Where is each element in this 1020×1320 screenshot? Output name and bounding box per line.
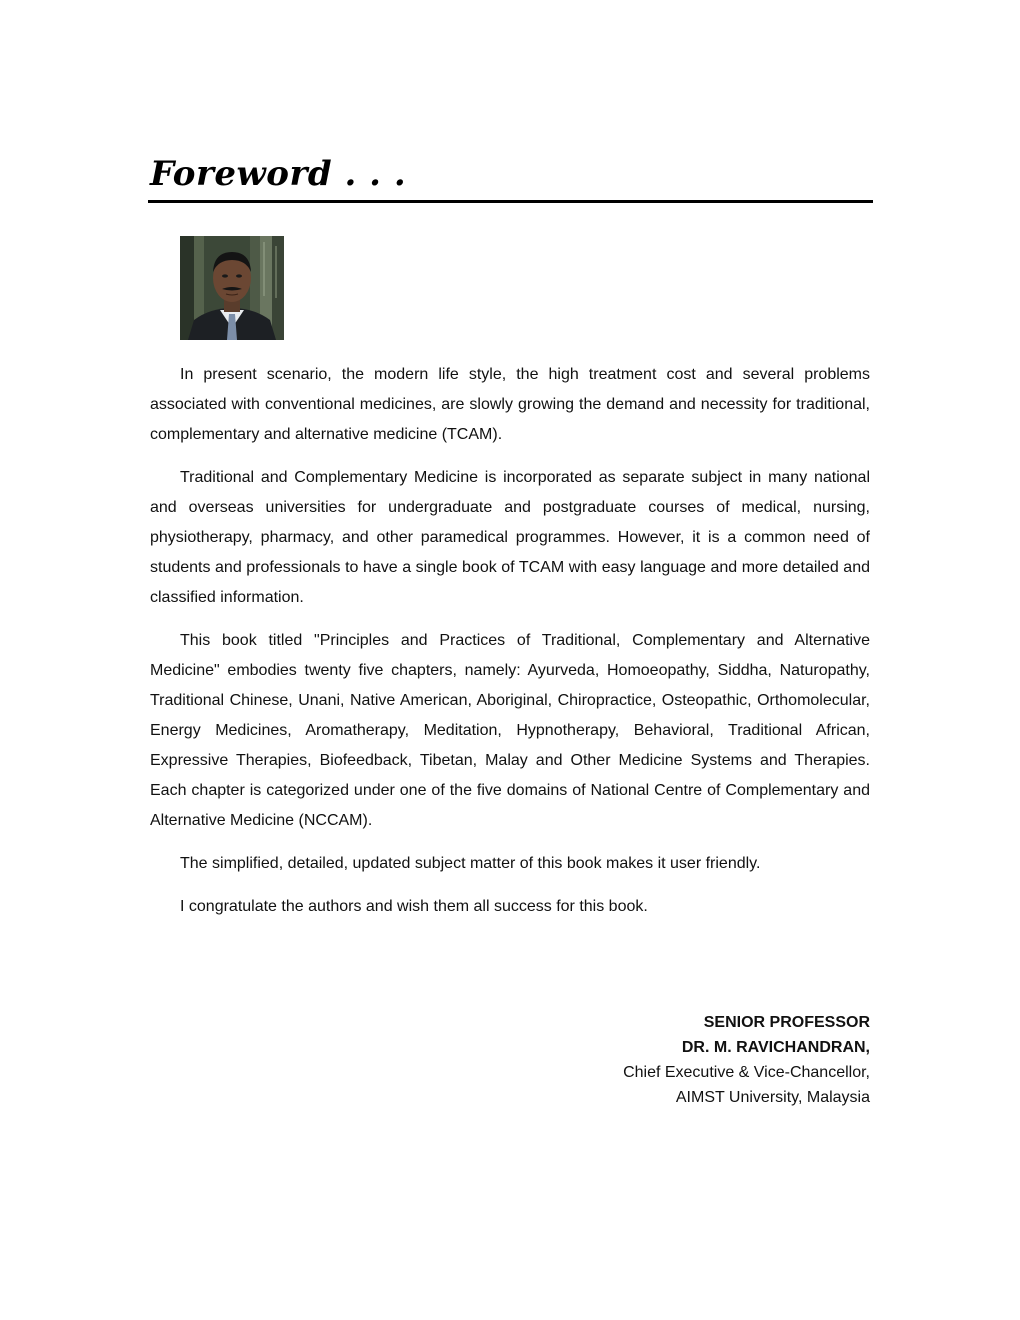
portrait-image	[180, 236, 284, 340]
paragraph-5: I congratulate the authors and wish them all success for this book.	[180, 898, 648, 915]
signature-rank: SENIOR PROFESSOR	[703, 1014, 870, 1031]
signature-name: DR. M. RAVICHANDRAN,	[681, 1039, 870, 1056]
signature-position: Chief Executive & Vice-Chancellor,	[623, 1064, 870, 1081]
signature-institution: AIMST University, Malaysia	[675, 1089, 870, 1106]
paragraph-2: Traditional and Complementary Medicine is incorporated as separate subject in many national and overseas universities for undergraduate and postgraduate courses of medical, nursing, physiotherapy, pharmacy, and other paramedical programmes. However, it is a common need of students and professionals to have a single book of TCAM with easy language and more detailed and classified information.	[150, 469, 870, 606]
foreword-body	[150, 360, 870, 935]
paragraph-3: This book titled "Principles and Practices of Traditional, Complementary and Alternative Medicine" embodies twenty five chapters, namely: Ayurveda, Homoeopathy, Siddha, Naturopathy, Traditional Chinese, Unani, Native American, Aboriginal, Chiropractice, Osteopathic, Orthomolecular, Energy Medicines, Aromatherapy, Meditation, Hypnotherapy, Behavioral, Traditional African, Expressive Therapies, Biofeedback, Tibetan, Malay and Other Medicine Systems and Therapies. Each chapter is categorized under one of the five domains of National Centre of Complementary and Alternative Medicine (NCCAM).	[150, 632, 870, 829]
page-title: Foreword . . .	[150, 154, 407, 194]
foreword-heading	[148, 150, 873, 203]
paragraph-1: In present scenario, the modern life style, the high treatment cost and several problems associated with conventional medicines, are slowly growing the demand and necessity for traditional, complementary and alternative medicine (TCAM).	[150, 366, 870, 443]
author-portrait	[180, 236, 284, 340]
paragraph-4: The simplified, detailed, updated subject matter of this book makes it user friendly.	[180, 855, 761, 872]
signature-block	[370, 1010, 870, 1110]
